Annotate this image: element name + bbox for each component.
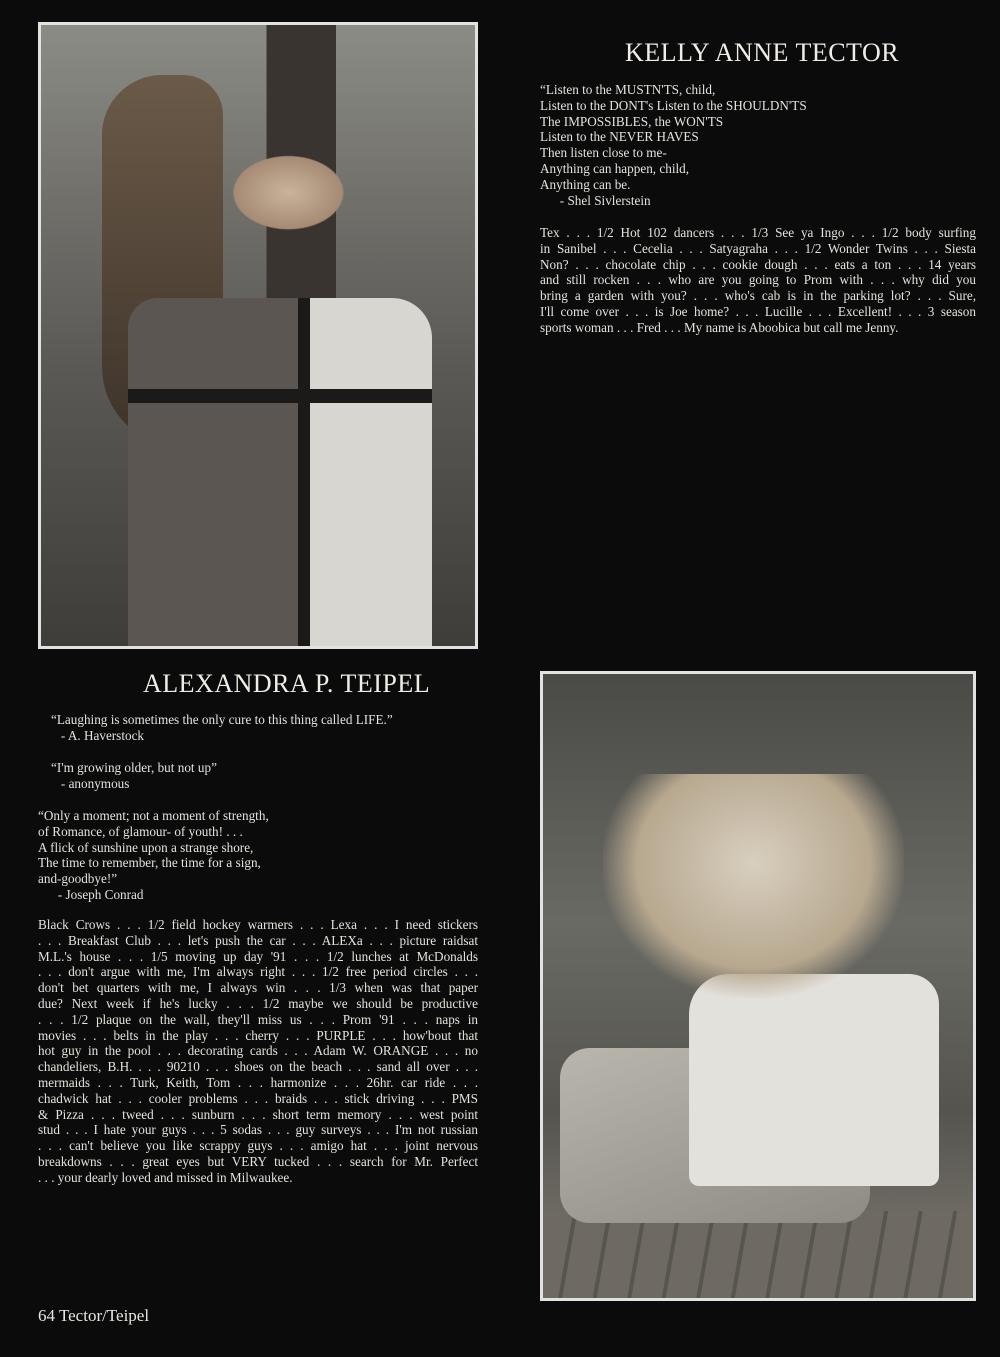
notes-block-tector xyxy=(540,225,976,336)
notes-line: chandeliers, B.H. . . . 90210 . . . shoes on the beach . . . sand all over . . . xyxy=(38,1059,478,1075)
quote-line: The time to remember, the time for a sign, xyxy=(38,855,261,871)
quote-line: “Listen to the MUSTN'TS, child, xyxy=(540,82,716,97)
quote-line: A flick of sunshine upon a strange shore, xyxy=(38,839,254,855)
notes-line: & Pizza . . . tweed . . . sunburn . . . short term memory . . . west point xyxy=(38,1106,478,1122)
quote-line: Anything can be. xyxy=(540,176,631,192)
notes-block-teipel xyxy=(38,917,478,1186)
quote-line: The IMPOSSIBLES, the WON'TS xyxy=(540,113,724,129)
notes-line: breakdowns . . . great eyes but VERY tucked . . . search for Mr. Perfect xyxy=(38,1153,478,1169)
notes-line: M.L.'s house . . . 1/5 moving up day '91 . . . 1/2 lunches at McDonalds xyxy=(38,948,478,964)
quote-line: “Only a moment; not a moment of strength, xyxy=(38,808,269,823)
quote-line: Then listen close to me- xyxy=(540,145,667,161)
photo-detail-hair xyxy=(603,774,904,999)
page-footer: 64 Tector/Teipel xyxy=(38,1306,150,1325)
notes-line: Black Crows . . . 1/2 field hockey warmers . . . Lexa . . . I need stickers xyxy=(38,917,478,932)
notes-line: Tex . . . 1/2 Hot 102 dancers . . . 1/3 See ya Ingo . . . 1/2 body surfing xyxy=(540,225,976,240)
notes-line: I'll come over . . . is Joe home? . . . Lucille . . . Excellent! . . . 3 season xyxy=(540,303,976,319)
notes-line: don't bet quarters with me, I always win . . . 1/3 when was that paper xyxy=(38,980,478,996)
quote-line: “I'm growing older, but not up” xyxy=(51,760,217,775)
quote-attribution: - anonymous xyxy=(51,775,130,791)
portrait-photo-teipel xyxy=(540,671,976,1301)
notes-line: . . . Breakfast Club . . . let's push the car . . . ALEXa . . . picture raidsat xyxy=(38,932,478,948)
quote-block-teipel-1 xyxy=(51,712,393,744)
quote-block-teipel-3 xyxy=(38,808,269,903)
notes-line: . . . don't argue with me, I'm always right . . . 1/2 free period circles . . . xyxy=(38,964,478,980)
senior-name-tector: KELLY ANNE TECTOR xyxy=(625,38,900,67)
notes-line: stud . . . I hate your guys . . . 5 sodas . . . guy surveys . . . I'm not russian xyxy=(38,1122,478,1138)
quote-attribution: - Joseph Conrad xyxy=(38,886,144,902)
quote-line: of Romance, of glamour- of youth! . . . xyxy=(38,823,243,839)
senior-name-teipel: ALEXANDRA P. TEIPEL xyxy=(143,669,431,698)
quote-line: and-goodbye!” xyxy=(38,871,118,887)
quote-block-tector xyxy=(540,82,807,208)
notes-line: mermaids . . . Turk, Keith, Tom . . . harmonize . . . 26hr. car ride . . . xyxy=(38,1074,478,1090)
notes-line: in Sanibel . . . Cecelia . . . Satyagraha . . . 1/2 Wonder Twins . . . Siesta xyxy=(540,240,976,256)
portrait-photo-tector xyxy=(38,22,478,649)
notes-line: due? Next week if he's lucky . . . 1/2 maybe we should be productive xyxy=(38,995,478,1011)
notes-line: and still rocken . . . who are you going to Prom with . . . why did you xyxy=(540,272,976,288)
quote-attribution: - Shel Sivlerstein xyxy=(540,192,651,208)
quote-line: Listen to the DONT's Listen to the SHOULDN'TS xyxy=(540,97,807,113)
notes-line: Non? . . . chocolate chip . . . cookie dough . . . eats a ton . . . 14 years xyxy=(540,256,976,272)
photo-detail-deck xyxy=(543,1211,973,1298)
notes-line: . . . can't believe you like scrappy guys . . . amigo hat . . . joint nervous xyxy=(38,1138,478,1154)
notes-line: movies . . . belts in the play . . . cherry . . . PURPLE . . . how'bout that xyxy=(38,1027,478,1043)
quote-line: Listen to the NEVER HAVES xyxy=(540,129,699,145)
notes-line: bring a garden with you? . . . who's cab is in the parking lot? . . . Sure, xyxy=(540,288,976,304)
notes-line: sports woman . . . Fred . . . My name is Aboobica but call me Jenny. xyxy=(540,319,899,335)
quote-attribution: - A. Haverstock xyxy=(51,727,145,743)
photo-detail-shirt xyxy=(128,298,432,646)
photo-detail-shirt xyxy=(689,974,938,1186)
quote-line: Anything can happen, child, xyxy=(540,160,690,176)
quote-block-teipel-2 xyxy=(51,760,217,792)
notes-line: hot guy in the pool . . . decorating cards . . . Adam W. ORANGE . . . no xyxy=(38,1043,478,1059)
notes-line: chadwick hat . . . cooler problems . . . braids . . . stick driving . . . PMS xyxy=(38,1090,478,1106)
notes-line: . . . your dearly loved and missed in Milwaukee. xyxy=(38,1169,293,1185)
quote-line: “Laughing is sometimes the only cure to this thing called LIFE.” xyxy=(51,712,393,727)
notes-line: . . . 1/2 plaque on the wall, they'll miss us . . . Prom '91 . . . naps in xyxy=(38,1011,478,1027)
